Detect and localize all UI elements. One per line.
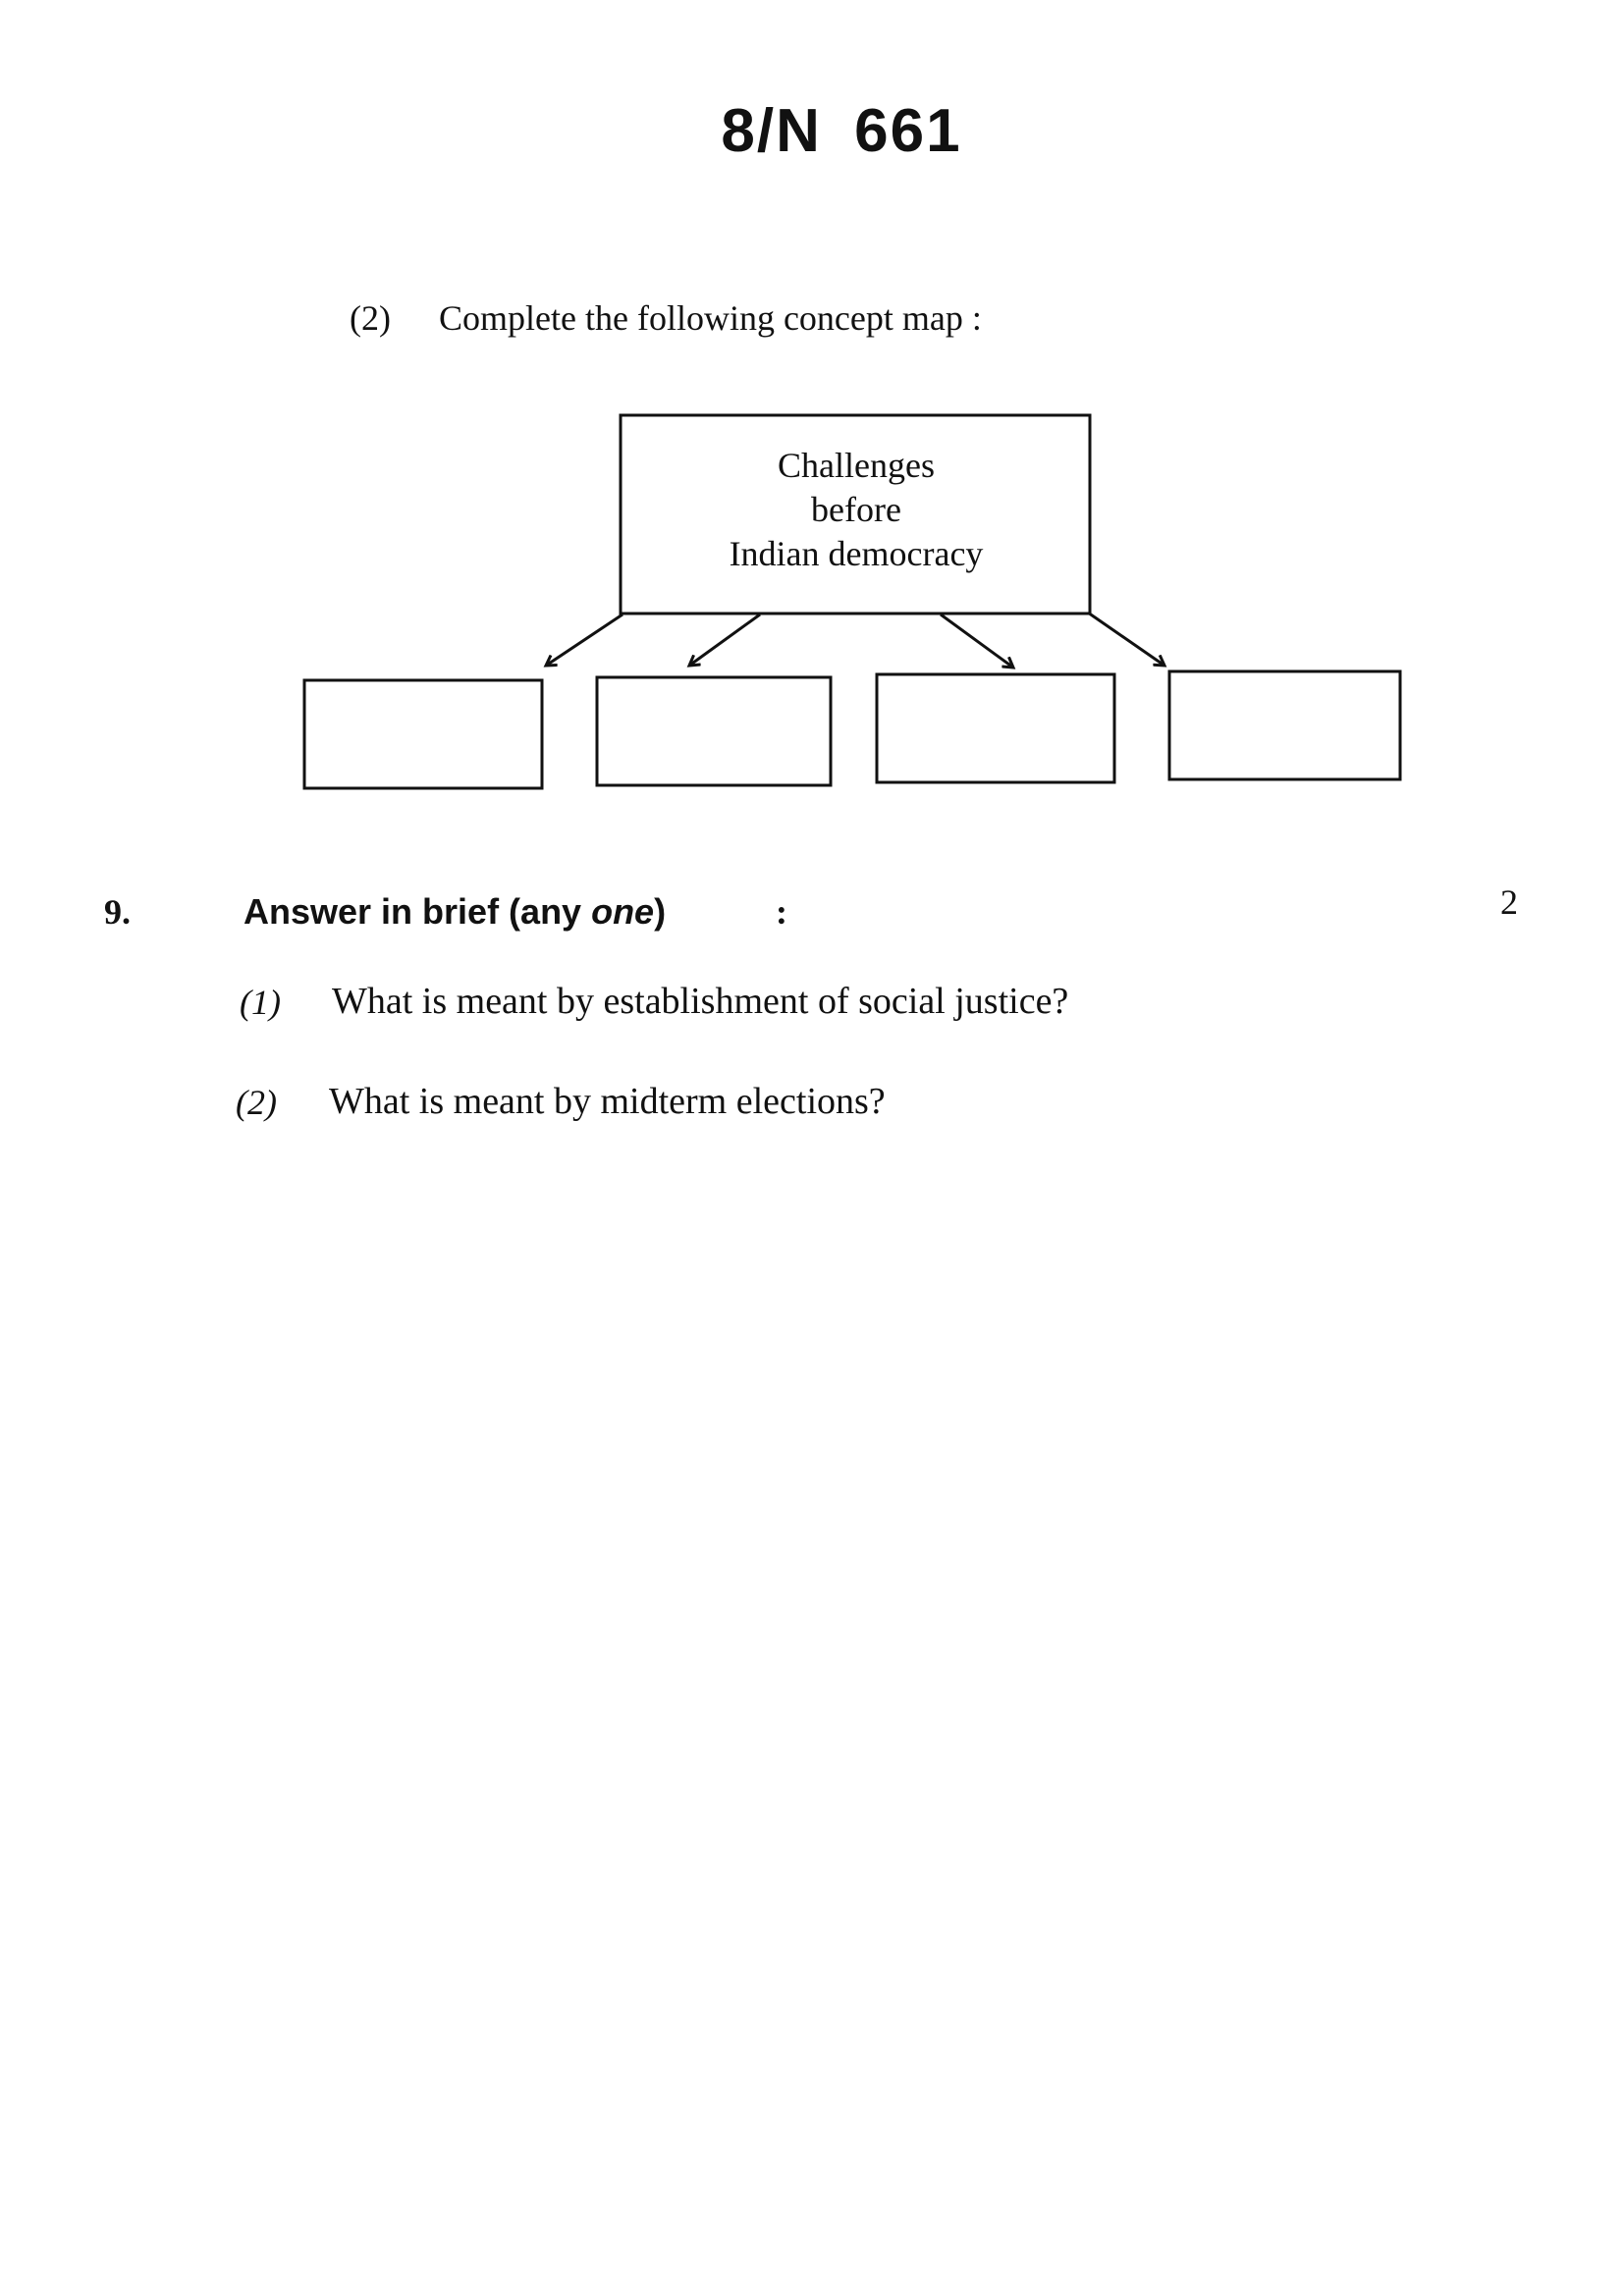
question-colon: : xyxy=(776,892,787,932)
subquestion-number: (2) xyxy=(350,298,391,338)
answer-box-4 xyxy=(1169,671,1400,779)
subquestion-text: Complete the following concept map : xyxy=(439,298,982,338)
question-title-end: ) xyxy=(654,891,667,932)
option-2-text: What is meant by midterm elections? xyxy=(329,1081,886,1122)
center-box-label xyxy=(621,444,1092,576)
option-1-number: (1) xyxy=(240,983,281,1022)
question-title-main: Answer in brief (any xyxy=(244,891,592,932)
question-title xyxy=(244,891,666,933)
answer-box-3 xyxy=(877,674,1114,782)
arrow-2 xyxy=(689,614,760,666)
center-line-2: before xyxy=(811,490,901,529)
option-2-number: (2) xyxy=(236,1083,277,1122)
question-marks: 2 xyxy=(1500,882,1518,922)
option-1-text: What is meant by establishment of social justice? xyxy=(332,981,1069,1022)
center-line-1: Challenges xyxy=(778,446,935,485)
question-title-emph: one xyxy=(591,891,655,932)
answer-box-1 xyxy=(304,680,542,788)
center-line-3: Indian democracy xyxy=(729,534,984,573)
arrow-1 xyxy=(546,614,623,666)
question-number: 9. xyxy=(104,892,131,932)
answer-box-2 xyxy=(597,677,831,785)
paper-code: 8/N 661 xyxy=(721,97,962,165)
arrow-4 xyxy=(1088,613,1164,666)
arrow-3 xyxy=(941,614,1013,667)
